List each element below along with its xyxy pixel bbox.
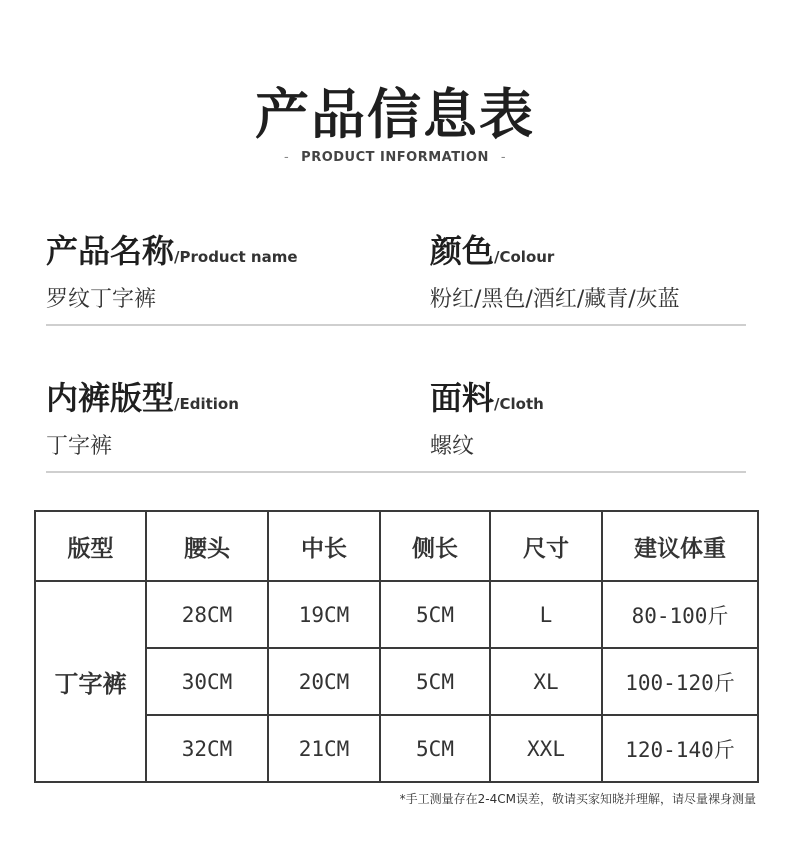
table-header-cell: 中长 xyxy=(268,511,380,581)
table-cell: 20CM xyxy=(268,648,380,715)
table-cell: 100-120斤 xyxy=(602,648,758,715)
table-cell: L xyxy=(490,581,602,648)
page-subtitle xyxy=(0,150,790,165)
table-header-cell: 建议体重 xyxy=(602,511,758,581)
field-product-name xyxy=(46,226,298,313)
field-label-en: /Product name xyxy=(174,248,298,266)
subtitle-dash-right: - xyxy=(500,150,507,165)
table-version-cell: 丁字裤 xyxy=(35,581,146,782)
page-title: 产品信息表 xyxy=(255,83,535,146)
divider xyxy=(46,324,746,326)
divider xyxy=(46,471,746,473)
table-cell: 21CM xyxy=(268,715,380,782)
field-value: 罗纹丁字裤 xyxy=(46,287,157,312)
table-cell: 5CM xyxy=(380,715,490,782)
table-header-row xyxy=(35,511,758,581)
table-cell: 80-100斤 xyxy=(602,581,758,648)
field-colour xyxy=(430,226,680,313)
size-table xyxy=(34,510,759,783)
field-value: 螺纹 xyxy=(430,434,475,459)
field-value: 粉红/黑色/酒红/藏青/灰蓝 xyxy=(430,287,680,312)
table-row xyxy=(35,581,758,648)
measurement-note: *手工测量存在2-4CM误差，敬请买家知晓并理解，请尽量裸身测量 xyxy=(399,792,756,806)
subtitle-dash-left: - xyxy=(283,150,290,165)
table-cell: XL xyxy=(490,648,602,715)
field-label-en: /Edition xyxy=(174,395,239,413)
table-cell: 32CM xyxy=(146,715,268,782)
field-label: 颜色 xyxy=(430,232,495,270)
table-cell: 30CM xyxy=(146,648,268,715)
table-cell: 120-140斤 xyxy=(602,715,758,782)
field-edition xyxy=(46,373,239,460)
field-cloth xyxy=(430,373,544,460)
table-cell: 19CM xyxy=(268,581,380,648)
field-value: 丁字裤 xyxy=(46,434,113,459)
table-header-cell: 尺寸 xyxy=(490,511,602,581)
table-cell: XXL xyxy=(490,715,602,782)
table-header-cell: 侧长 xyxy=(380,511,490,581)
table-cell: 28CM xyxy=(146,581,268,648)
field-label-en: /Colour xyxy=(494,248,555,266)
field-label: 面料 xyxy=(430,379,495,417)
field-label: 内裤版型 xyxy=(46,379,175,417)
field-label-en: /Cloth xyxy=(494,395,544,413)
table-header-cell: 腰头 xyxy=(146,511,268,581)
field-label: 产品名称 xyxy=(46,232,175,270)
table-cell: 5CM xyxy=(380,648,490,715)
subtitle-text: PRODUCT INFORMATION xyxy=(301,150,489,165)
table-header-cell: 版型 xyxy=(35,511,146,581)
table-cell: 5CM xyxy=(380,581,490,648)
